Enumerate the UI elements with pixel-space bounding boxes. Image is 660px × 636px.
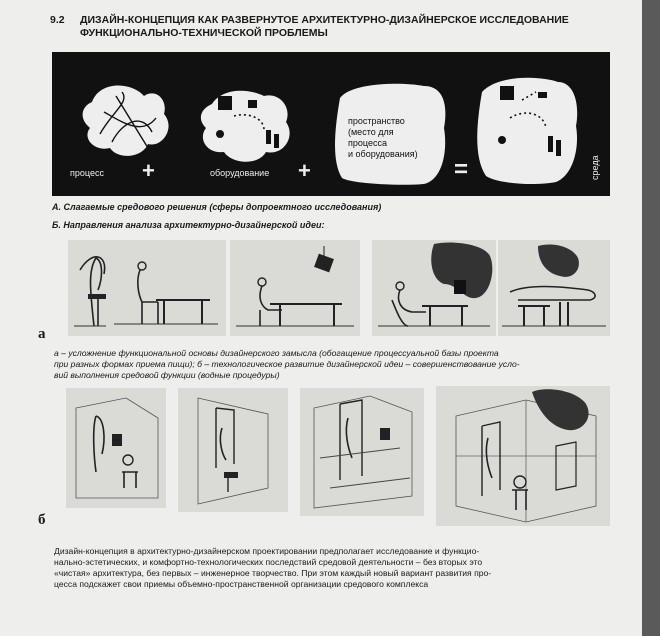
caption-b: Б. Направления анализа архитектурно-дизайнерской идеи: (52, 220, 325, 230)
sketch-a4 (372, 240, 496, 336)
process-label: процесс (70, 168, 104, 178)
equipment-block-1 (218, 96, 232, 110)
section-title-line2: ФУНКЦИОНАЛЬНО-ТЕХНИЧЕСКОЙ ПРОБЛЕМЫ (80, 27, 328, 39)
process-blob (83, 85, 169, 155)
body-text-line3: «чистая» архитектура, без первых – инженерное творчество. При этом каждый новый вариант развития про- (54, 568, 492, 578)
sketch-a2 (106, 240, 226, 336)
row-label-a: а (38, 326, 46, 342)
sketch-b1 (66, 388, 166, 508)
equipment-label: оборудование (210, 168, 270, 178)
sketch-b2 (178, 388, 288, 512)
equipment-block-3 (266, 130, 271, 144)
environment-blob (477, 78, 577, 184)
section-title-line1: ДИЗАЙН-КОНЦЕПЦИЯ КАК РАЗВЕРНУТОЕ АРХИТЕКТУРНО-ДИЗАЙНЕРСКОЕ ИССЛЕДОВАНИЕ (80, 14, 569, 26)
sketch-b2-drawing (178, 388, 288, 512)
sketch-a3 (230, 240, 360, 336)
environment-block-1 (500, 86, 514, 100)
environment-block-2 (538, 92, 547, 98)
sketch-b1-drawing (66, 388, 166, 508)
environment-label: среда (590, 155, 600, 180)
sketch-b4-drawing (436, 386, 610, 526)
body-text-line4: цесса подскажет свои приемы объемно-пространственной организации средового комплекса (54, 579, 429, 589)
equipment-blob (201, 91, 290, 162)
sketch-a3-drawing (230, 240, 360, 336)
sketch-b3-drawing (300, 388, 424, 516)
page-edge (642, 0, 660, 636)
equipment-dot (216, 130, 224, 138)
row-label-b: б (38, 512, 46, 528)
space-label-line4: и оборудования) (348, 149, 418, 159)
environment-dot (498, 136, 506, 144)
sketch-a4-drawing (372, 240, 496, 336)
equals-sign: = (454, 156, 469, 183)
composition-banner (52, 52, 610, 196)
space-label (348, 116, 418, 160)
space-label-line3: процесса (348, 138, 387, 148)
plus-sign-1: + (142, 158, 155, 183)
sketch-a2-drawing (106, 240, 226, 336)
sketch-a5 (498, 240, 610, 336)
sketch-a5-drawing (498, 240, 610, 336)
description-a-line3: вий выполнения средовой функции (водные процедуры) (54, 370, 280, 380)
description-a-line2: при разных формах приема пищи); б – технологическое развитие дизайнерской идеи – совершенствование усло- (54, 359, 520, 369)
equipment-block-2 (248, 100, 257, 108)
environment-block-3 (548, 136, 553, 152)
sketch-b3 (300, 388, 424, 516)
space-label-line1: пространство (348, 116, 405, 126)
body-text-line1: Дизайн-концепция в архитектурно-дизайнерском проектировании предполагает исследование и функцио- (54, 546, 480, 556)
banner-diagram (52, 52, 610, 196)
sketch-b4 (436, 386, 610, 526)
section-number: 9.2 (50, 14, 65, 26)
description-a-line1: а – усложнение функциональной основы дизайнерского замысла (обогащение процессуальной базы проекта (54, 348, 499, 358)
equipment-block-4 (274, 134, 279, 148)
caption-a: А. Слагаемые средового решения (сферы допроектного исследования) (52, 202, 382, 212)
environment-block-4 (556, 140, 561, 156)
plus-sign-2: + (298, 158, 311, 183)
body-text-line2: нально-эстетических, и комфортно-технологических последствий средовой деятельности – без вторых это (54, 557, 483, 567)
space-label-line2: (место для (348, 127, 394, 137)
